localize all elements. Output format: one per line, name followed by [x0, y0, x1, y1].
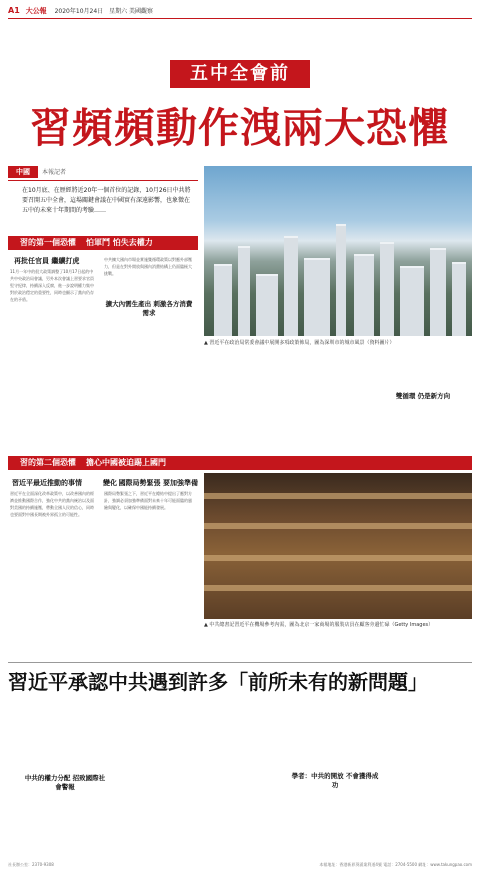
footer-left: 社長辦公室：2370-9308 [8, 862, 54, 867]
column-b-text: 中共擴大國內市場並實施雙循環政策以對應外部壓力，但是在對外開放與國內消費結構上仍面臨極大挑戰。 [104, 257, 192, 276]
page-number: A1 [8, 6, 20, 15]
byline: 本報記者 [42, 169, 67, 176]
column-a-text: 11月一年中的很大政策調整了10月17日起的中共中央政治局會議，另外本次會議上習要求官員堅守紀律，持續深入反腐，進一步說明權力集中對於政治穩定的重要性，同時也顯示了黨內仍存在的矛盾。 [10, 269, 94, 302]
column-d-title: 國際局勢緊張 要加強準備 [118, 479, 198, 487]
page-header [8, 6, 472, 18]
divider [8, 662, 472, 663]
category-tag: 中國 [8, 166, 38, 178]
intro-text: 在10月底、在歷經將近20年一個首位的記錄，10月26日中共將要召開五中全會，這場關鍵會議在中國實有深遠影響，也象徵在五中的未來十年期間的考驗…… [22, 187, 191, 214]
header-rule [8, 18, 472, 19]
column-d-text: 國際局勢緊張之下，習近平在總結中提出了應對方針，強調必須加強準備面對未來十年可能面臨的風險與變化，以確保中國能持續發展。 [104, 491, 192, 510]
sub-head-2: 雙循環 仍是新方向 [395, 392, 451, 400]
store-photo-caption: ▲ 中共總書記習近平在機場參考內需，圖為北京一家商場的服裝店員在顧客旁邊忙碌（Getty Images） [204, 622, 434, 628]
section-2-subtitle: 擔心中國被迫踢上國門 [86, 458, 166, 467]
section-name: 星期六 美國觀察 [109, 8, 153, 15]
kicker-badge: 五中全會前 [170, 60, 310, 88]
column-b-title: 變化 [103, 479, 117, 487]
column-2b-title: 學者：中共的開放 不會獲得成功 [291, 772, 379, 789]
issue-date: 2020年10月24日 [54, 8, 104, 15]
column-a-title: 再批任官員 繼續打虎 [14, 257, 80, 265]
footer-right: 本報地址：香港新界葵涌業利道4號 電話：2704-5500 網址：www.takungpao.com [319, 862, 472, 867]
section-bar-2 [8, 456, 472, 470]
city-photo-caption: ▲ 習近平在政治局常委會議中展開多項政策佈局，圖為深圳市的城市風景（資料圖片） [204, 340, 395, 346]
main-headline: 習頻頻動作洩兩大恐懼 [30, 104, 450, 152]
section-bar-1 [8, 236, 198, 250]
secondary-headline: 習近平承認中共遇到許多「前所未有的新問題」 [8, 670, 428, 694]
column-c-text: 習近平在全面深化改革政策中，以改善國內的經濟並推動國際合作，強化中共的黨內統治以及面對美國的持續施壓，帶動全國人民的信心，同時也要面對中國長期被外界孤立的可能性。 [10, 491, 94, 517]
column-2a-title: 中共的權力分配 招致國際社會警報 [24, 774, 106, 791]
page-footer [8, 862, 472, 868]
section-1-subtitle: 怕軍鬥 怕失去權力 [86, 238, 153, 247]
newspaper-name: 大公報 [25, 7, 47, 15]
column-c-title: 習近平最近推動的事情 [12, 479, 82, 487]
sub-head-1: 擴大內需生產出 刺激各方消費需求 [105, 300, 193, 317]
store-interior-photo [204, 473, 472, 619]
section-1-title: 習的第一個恐懼 [20, 238, 76, 247]
section-2-title: 習的第二個恐懼 [20, 458, 76, 467]
city-skyline-photo [204, 166, 472, 336]
